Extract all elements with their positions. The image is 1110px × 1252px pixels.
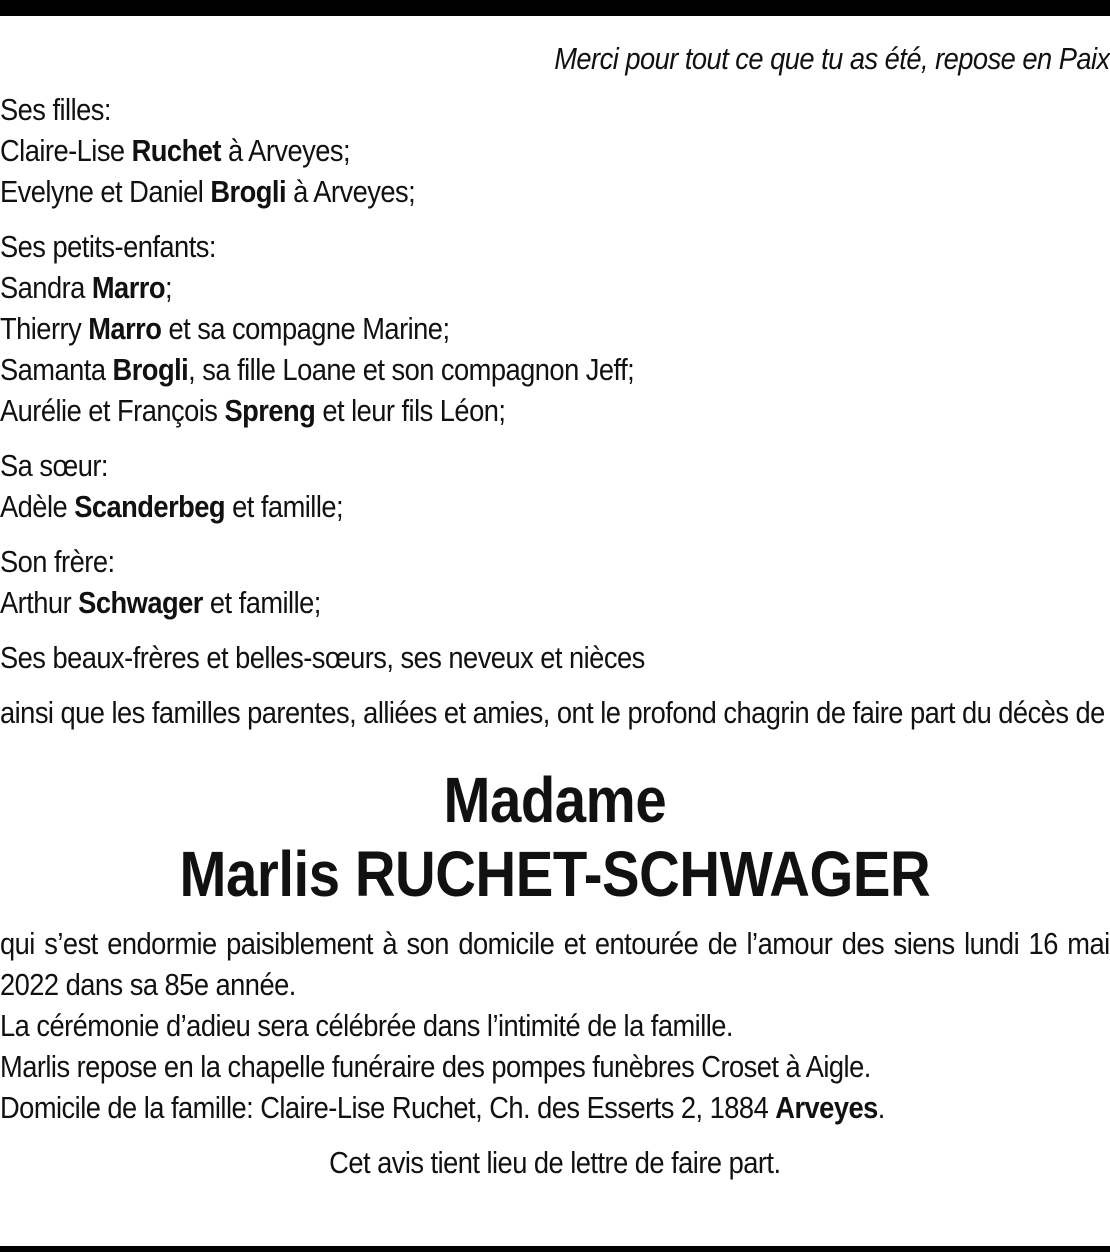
brother-heading: Son frère: [0,544,115,579]
family-address-line [0,1087,1110,1128]
grandchildren-section [0,226,1110,431]
in-laws-section [0,637,1110,678]
line-suffix: ; [165,270,173,305]
given-names: Thierry [0,311,89,346]
line-suffix: et leur fils Léon; [315,393,506,428]
surname: Ruchet [131,133,221,168]
given-names: Sandra [0,270,92,305]
address-suffix: . [877,1090,885,1125]
line-suffix: et sa compagne Marine; [161,311,450,346]
address-locality: Arveyes [775,1090,878,1125]
given-names: Arthur [0,585,79,620]
surname: Spreng [224,393,316,428]
closing-note: Cet avis tient lieu de lettre de faire part. [329,1145,781,1180]
line-suffix: , sa fille Loane et son compagnon Jeff; [188,352,635,387]
obituary-notice [0,38,1110,1183]
daughters-heading: Ses filles: [0,92,111,127]
surname: Brogli [210,174,287,209]
given-names: Claire-Lise [0,133,132,168]
brother-line [0,582,1110,623]
daughter-line [0,130,1110,171]
sister-heading: Sa sœur: [0,448,108,483]
ceremony-line: La cérémonie d’adieu sera célébrée dans l’intimité de la famille. [0,1008,733,1043]
bottom-border-rule [0,1246,1110,1252]
sister-line [0,486,1110,527]
surname: Brogli [112,352,189,387]
grandchildren-heading: Ses petits-enfants: [0,229,216,264]
sister-section [0,445,1110,527]
surname: Marro [88,311,162,346]
given-names: Samanta [0,352,113,387]
deceased-name: Marlis RUCHET-SCHWAGER [179,838,931,910]
motto: Merci pour tout ce que tu as été, repose en Paix [554,41,1110,76]
grandchild-line [0,349,1110,390]
daughters-section [0,89,1110,212]
grandchild-line [0,390,1110,431]
chapel-line: Marlis repose en la chapelle funéraire des pompes funèbres Croset à Aigle. [0,1049,871,1084]
surname: Schwager [78,585,203,620]
line-suffix: et famille; [225,489,344,524]
top-border-rule [0,0,1110,16]
grandchild-line [0,267,1110,308]
surname: Marro [91,270,166,305]
given-names: Adèle [0,489,75,524]
deceased-title: Madame [443,764,667,836]
grandchild-line [0,308,1110,349]
address-text: Domicile de la famille: Claire-Lise Ruchet, Ch. des Esserts 2, 1884 [0,1090,776,1125]
announcement-paragraph: ainsi que les familles parentes, alliées et amies, ont le profond chagrin de faire part du décès de [0,695,1105,730]
line-suffix: et famille; [202,585,321,620]
brother-section [0,541,1110,623]
surname: Scanderbeg [74,489,226,524]
in-laws-line: Ses beaux-frères et belles-sœurs, ses neveux et nièces [0,640,645,675]
given-names: Aurélie et François [0,393,225,428]
passing-paragraph: qui s’est endormie paisiblement à son domicile et entourée de l’amour des siens lundi 16 mai 2022 dans sa 85e année. [0,926,1110,1002]
given-names: Evelyne et Daniel [0,174,211,209]
daughter-line [0,171,1110,212]
line-suffix: à Arveyes; [220,133,351,168]
line-suffix: à Arveyes; [286,174,416,209]
deceased-name-block [0,763,1110,911]
